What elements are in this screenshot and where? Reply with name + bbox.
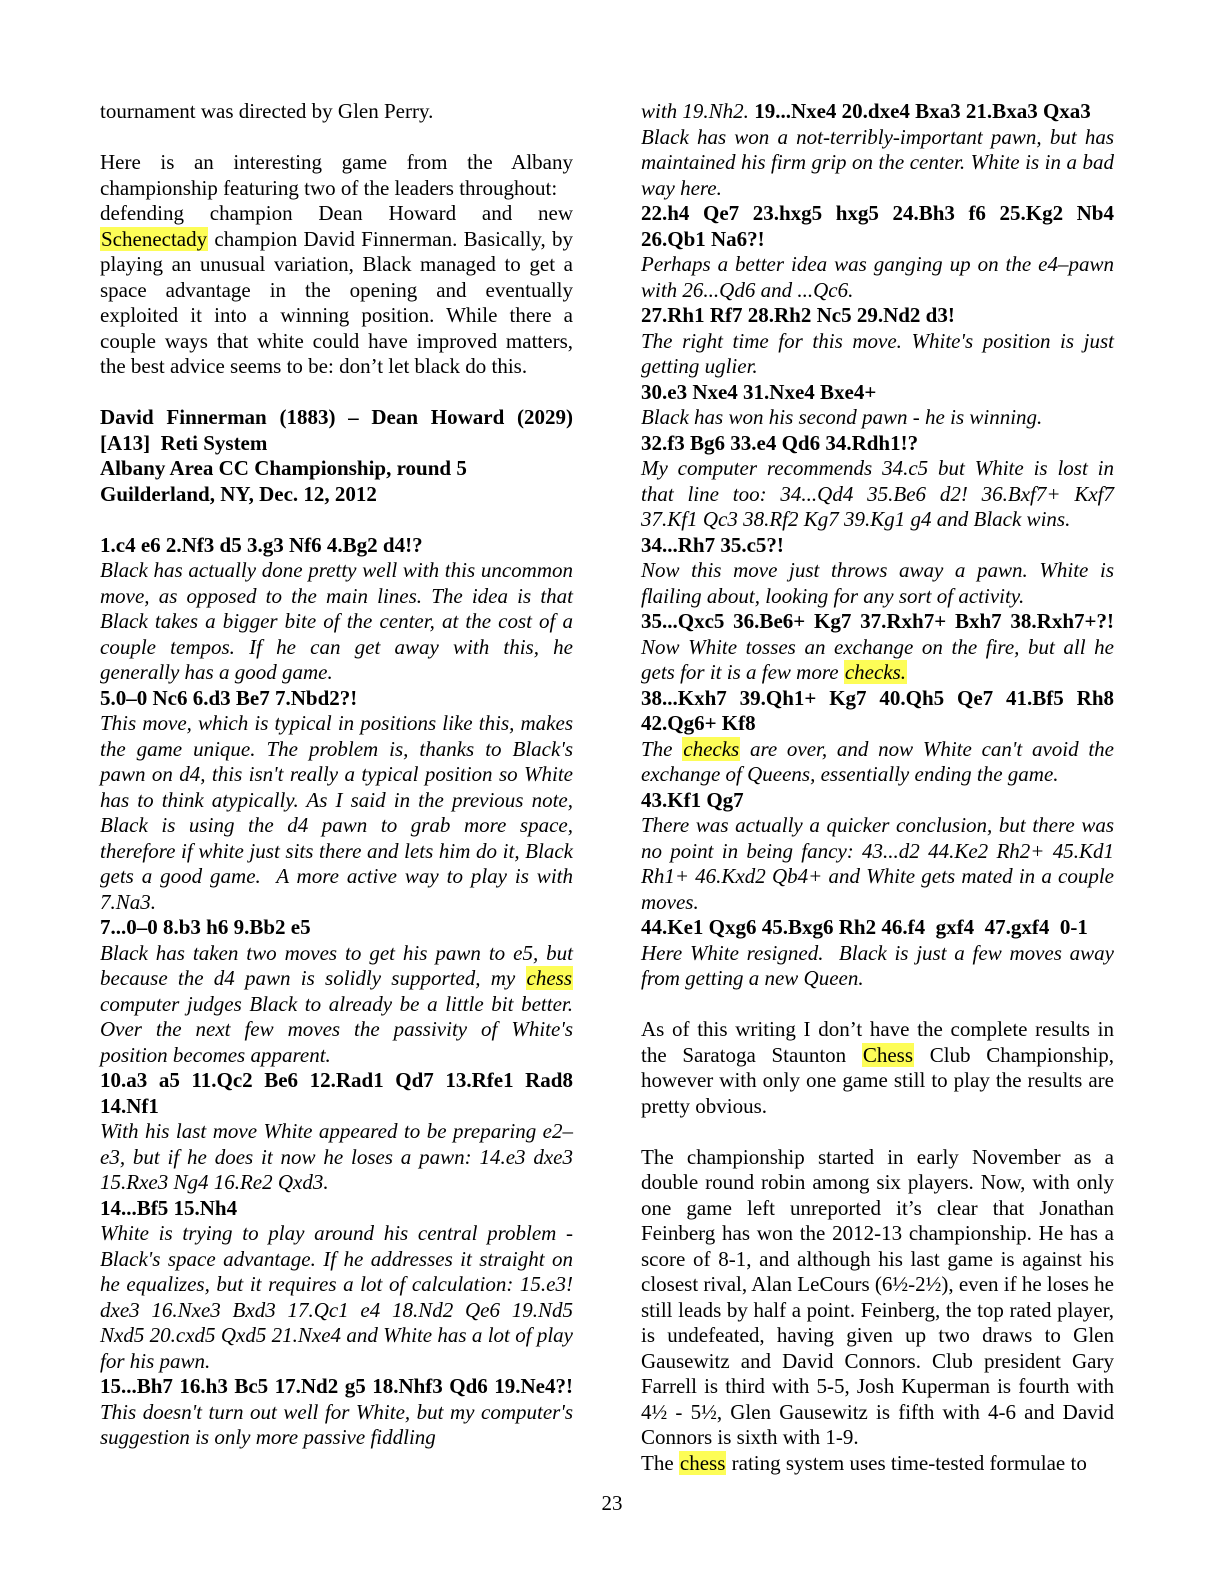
highlighted-text: chess: [679, 1450, 726, 1475]
move-sequence: [100, 533, 573, 559]
highlighted-text: checks: [683, 736, 740, 761]
annotation: [641, 124, 1120, 202]
game-header-players: [100, 405, 573, 431]
text-run: The: [641, 1450, 679, 1475]
left-column: [100, 99, 579, 1451]
annotation: [100, 1119, 579, 1196]
text-run: The championship started in early November as a double round robin among six players. Now, with only one game left unreported it’s clear that Jonathan Feinberg has won the 2012-13 championship. He has a score of 8-1, and although his last game is against his closest rival, Alan LeCours (6½-2½), even if he loses he still leads by half a point. Feinberg, the top rated player, is undefeated, having given up two draws to Glen Gausewitz and David Connors. Club president Gary Farrell is third with 5-5, Josh Kuperman is fourth with 4½ - 5½, Glen Gausewitz is fifth with 4-6 and David Connors is sixth with 1-9.: [641, 1144, 1120, 1449]
text-run: With his last move White appeared to be preparing e2–e3, but if he does it now he loses a pawn: 14.e3 dxe3 15.Rxe3 Ng4 16.Re2 Qxd3.: [100, 1119, 579, 1194]
annotation: [641, 405, 1114, 431]
text-run: with 19.Nh2.: [641, 99, 755, 123]
text-run: This move, which is typical in positions like this, makes the game unique. The problem is, thanks to Black's pawn on d4, this isn't really a typical position so White has to think atypically. As I said in the previous note, Black is using the d4 pawn to grab more space, therefore if white just sits there and lets him do it, Black gets a good game. A more active way to play is with 7.Na3.: [100, 711, 579, 914]
text-run: Here White resigned. Black is just a few moves away from getting a new Queen.: [641, 940, 1120, 990]
highlighted-text: checks.: [844, 660, 907, 684]
paragraph: [641, 1451, 1114, 1477]
text-run: 27.Rh1 Rf7 28.Rh2 Nc5 29.Nd2 d3!: [641, 303, 955, 327]
text-run: Guilderland, NY, Dec. 12, 2012: [100, 481, 377, 506]
blank-line: [641, 992, 1114, 1018]
text-run: 14...Bf5 15.Nh4: [100, 1195, 238, 1220]
text-run: defending champion Dean Howard and new: [100, 201, 579, 225]
text-run: 30.e3 Nxe4 31.Nxe4 Bxe4+: [641, 379, 877, 404]
text-run: 38...Kxh7 39.Qh1+ Kg7 40.Qh5 Qe7 41.Bf5 Rh8 42.Qg6+ Kf8: [641, 685, 1120, 735]
annotation: [100, 1221, 579, 1374]
highlighted-text: Chess: [862, 1042, 914, 1067]
text-run: 34...Rh7 35.c5?!: [641, 532, 784, 557]
annotation: [641, 328, 1120, 380]
text-run: The: [641, 736, 683, 761]
text-run: [A13] Reti System: [100, 430, 268, 455]
move-sequence: [100, 1196, 573, 1222]
game-header-location: [100, 482, 573, 508]
text-run: 32.f3 Bg6 33.e4 Qd6 34.Rdh1!?: [641, 430, 919, 455]
text-run: Club Championship, however with only one game still to play the results are pretty obvious.: [641, 1042, 1120, 1118]
text-run: Here is an interesting game from the Albany championship featuring two of the leaders throughout:: [100, 150, 579, 200]
text-run: There was actually a quicker conclusion, but there was no point in being fancy: 43...d2 44.Ke2 Rh2+ 45.Kd1 Rh1+ 46.Kxd2 Qb4+ and White gets mated in a couple moves.: [641, 813, 1120, 914]
paragraph: [641, 1144, 1120, 1451]
text-run: champion David Finnerman. Basically, by playing an unusual variation, Black managed to get a space advantage in the opening and eventually exploited it into a winning position. While there a couple ways that white could have improved matters, the best advice seems to be: don’t let black do this.: [100, 226, 579, 378]
paragraph: [100, 201, 579, 380]
annotation: [641, 736, 1120, 788]
right-column: [641, 99, 1120, 1476]
annotation: [641, 813, 1120, 915]
move-sequence-with-annotation: [100, 1374, 579, 1451]
text-run: 35...Qxc5 36.Be6+ Kg7 37.Rxh7+ Bxh7 38.Rxh7+?!: [641, 609, 1120, 633]
text-run: computer judges Black to already be a little bit better. Over the next few moves the passivity of White's position becomes apparent.: [100, 966, 579, 1067]
text-run: As of this writing I don’t have the complete results in the Saratoga Staunton: [641, 1017, 1120, 1067]
move-sequence: [100, 915, 573, 941]
move-sequence-with-annotation: [641, 609, 1120, 686]
text-run: are over, and now White can't avoid the exchange of Queens, essentially ending the game.: [641, 736, 1120, 786]
blank-line: [100, 125, 573, 151]
move-sequence: [641, 915, 1114, 941]
paragraph: [100, 99, 573, 125]
annotation: [100, 711, 579, 915]
move-sequence: [641, 685, 1120, 737]
highlighted-text: Schenectady: [101, 226, 208, 251]
move-sequence-with-annotation: [641, 99, 1114, 125]
annotation: [100, 558, 579, 686]
blank-line: [100, 507, 573, 533]
annotation: [641, 940, 1120, 992]
annotation: [100, 940, 579, 1069]
text-run: David Finnerman (1883) – Dean Howard (2029): [100, 405, 573, 429]
text-run: Albany Area CC Championship, round 5: [100, 456, 467, 480]
move-sequence: [641, 788, 1114, 814]
text-run: Now this move just throws away a pawn. White is flailing about, looking for any sort of activity.: [641, 558, 1120, 608]
text-run: 5.0–0 Nc6 6.d3 Be7 7.Nbd2?!: [100, 685, 358, 710]
text-run: The right time for this move. White's position is just getting uglier.: [641, 328, 1120, 378]
text-run: Black has taken two moves to get his pawn to e5, but because the d4 pawn is solidly supported, my: [100, 940, 579, 990]
text-run: This doesn't turn out well for White, but my computer's suggestion is only more passive fiddling: [100, 1399, 579, 1449]
blank-line: [100, 380, 573, 406]
paragraph: [100, 150, 579, 201]
game-header-event: [100, 456, 573, 482]
blank-line: [641, 1119, 1114, 1145]
annotation: [641, 252, 1120, 303]
text-run: 43.Kf1 Qg7: [641, 787, 744, 812]
text-run: 7...0–0 8.b3 h6 9.Bb2 e5: [100, 915, 311, 939]
text-run: 10.a3 a5 11.Qc2 Be6 12.Rad1 Qd7 13.Rfe1 Rad8 14.Nf1: [100, 1068, 579, 1118]
text-run: 1.c4 e6 2.Nf3 d5 3.g3 Nf6 4.Bg2 d4!?: [100, 532, 423, 557]
move-sequence: [641, 533, 1114, 559]
move-sequence: [641, 431, 1114, 457]
paragraph: [641, 1017, 1120, 1119]
text-run: My computer recommends 34.c5 but White is lost in that line too: 34...Qd4 35.Be6 d2! 36.Bxf7+ Kxf7 37.Kf1 Qc3 38.Rf2 Kg7 39.Kg1 g4 and Black wins.: [641, 456, 1120, 531]
text-run: 22.h4 Qe7 23.hxg5 hxg5 24.Bh3 f6 25.Kg2 Nb4 26.Qb1 Na6?!: [641, 201, 1120, 251]
text-run: White is trying to play around his central problem - Black's space advantage. If he addresses it straight on he equalizes, but it requires a lot of calculation: 15.e3! dxe3 16.Nxe3 Bxd3 17.Qc1 e4 18.Nd2 Qe6 19.Nd5 Nxd5 20.cxd5 Qxd5 21.Nxe4 and White has a lot of play for his pawn.: [100, 1221, 579, 1373]
text-run: Now White tosses an exchange on the fire, but all he gets for it is a few more: [641, 634, 1120, 684]
text-run: 19...Nxe4 20.dxe4 Bxa3 21.Bxa3 Qxa3: [754, 99, 1091, 123]
page-number: 23: [601, 1491, 623, 1515]
text-run: Black has actually done pretty well with this uncommon move, as opposed to the main lines. The idea is that Black takes a bigger bite of the center, at the cost of a couple tempos. If he can get away with this, he generally has a good game.: [100, 558, 579, 684]
move-sequence: [100, 686, 573, 712]
game-header-opening: [100, 431, 573, 457]
text-run: rating system uses time-tested formulae to: [726, 1450, 1087, 1475]
move-sequence: [641, 380, 1114, 406]
text-run: 15...Bh7 16.h3 Bc5 17.Nd2 g5 18.Nhf3 Qd6 19.Ne4?!: [100, 1374, 579, 1398]
text-run: Black has won his second pawn - he is winning.: [641, 405, 1043, 429]
annotation: [641, 558, 1120, 609]
annotation: [641, 456, 1120, 533]
move-sequence: [641, 303, 1114, 329]
text-run: Black has won a not-terribly-important pawn, but has maintained his firm grip on the center. White is in a bad way here.: [641, 124, 1120, 200]
text-run: Perhaps a better idea was ganging up on the e4–pawn with 26...Qd6 and ...Qc6.: [641, 252, 1120, 302]
move-sequence: [641, 201, 1120, 252]
move-sequence: [100, 1068, 579, 1119]
text-run: 44.Ke1 Qxg6 45.Bxg6 Rh2 46.f4 gxf4 47.gxf4 0-1: [641, 915, 1088, 939]
text-run: tournament was directed by Glen Perry.: [100, 99, 434, 123]
highlighted-text: chess: [526, 966, 572, 990]
